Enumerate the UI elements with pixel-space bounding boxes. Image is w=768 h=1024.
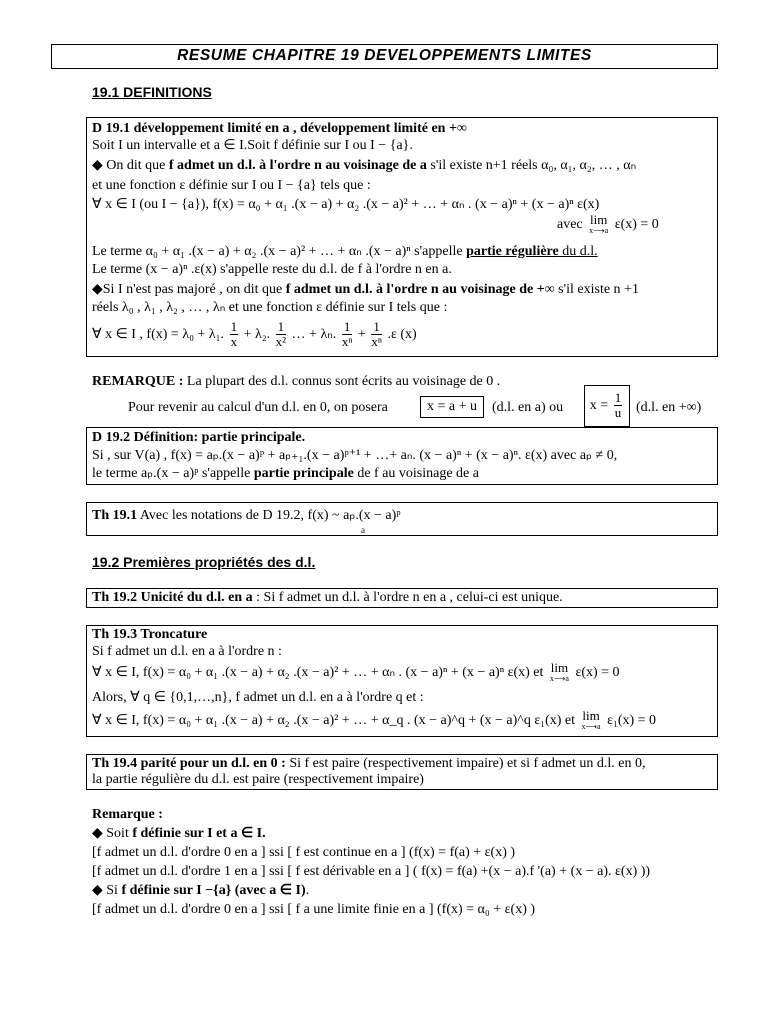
bold-underline-fragment: partie régulière bbox=[466, 244, 559, 259]
theorem-19-3-box bbox=[86, 625, 718, 737]
fraction bbox=[614, 391, 623, 420]
text-fragment: La plupart des d.l. connus sont écrits au voisinage de 0 . bbox=[183, 374, 501, 389]
text-fragment: Si f est paire (respectivement impaire) et si f admet un d.l. en 0, bbox=[285, 756, 646, 771]
theorem-19-1-box bbox=[86, 502, 718, 536]
remark-line bbox=[92, 374, 500, 390]
bold-fragment: f définie sur I −{a} (avec a ∈ I) bbox=[121, 883, 306, 898]
text-fragment: ◆ Si bbox=[92, 883, 122, 898]
denominator: xⁿ bbox=[341, 334, 353, 350]
theorem-19-3-line: Si f admet un d.l. en a à l'ordre n : bbox=[92, 644, 282, 659]
theorem-19-1-line bbox=[92, 508, 401, 524]
denominator: x bbox=[230, 334, 238, 350]
text-fragment: (d.l. en +∞) bbox=[636, 400, 702, 415]
limit-operator bbox=[582, 710, 601, 732]
theorem-label: Th 19.4 parité pour un d.l. en 0 : bbox=[92, 756, 286, 771]
theorem-19-2-line bbox=[92, 590, 563, 606]
lim-subscript: x⟶a bbox=[549, 674, 569, 683]
title-box bbox=[51, 44, 718, 69]
remark-label: REMARQUE : bbox=[92, 374, 184, 389]
definition-19-1-heading: D 19.1 développement limité en a , développement limité en +∞ bbox=[92, 121, 467, 136]
bold-fragment: f admet un d.l. à l'ordre n au voisinage de +∞ bbox=[285, 282, 555, 297]
theorem-19-3-line: Alors, ∀ q ∈ {0,1,…,n}, f admet un d.l. en a à l'ordre q et : bbox=[92, 690, 424, 705]
text-fragment: Pour revenir au calcul d'un d.l. en 0, on posera bbox=[128, 400, 388, 415]
underline-fragment: du d.l. bbox=[558, 244, 598, 259]
remark-line bbox=[92, 883, 309, 899]
theorem-19-4-box bbox=[86, 754, 718, 790]
text-fragment: s'il existe n+1 réels α₀, α₁, α₂, … , αₙ bbox=[426, 158, 637, 173]
definition-19-1-line: Le terme (x − a)ⁿ .ε(x) s'appelle reste du d.l. de f à l'ordre n en a. bbox=[92, 262, 452, 277]
substitution-box-infinity bbox=[584, 385, 630, 427]
remark-line: [f admet un d.l. d'ordre 1 en a ] ssi [ f est dérivable en a ] ( f(x) = f(a) +(x − a).f '(a) + (x − a). ε(x) )) bbox=[92, 864, 651, 879]
text-fragment: ◆ On dit que bbox=[92, 158, 169, 173]
theorem-label: Th 19.2 Unicité du d.l. en a bbox=[92, 590, 253, 605]
text-fragment: ◆Si I n'est pas majoré , on dit que bbox=[92, 282, 286, 297]
theorem-19-4-line: la partie régulière du d.l. est paire (respectivement impaire) bbox=[92, 772, 424, 787]
definition-19-1-line: Soit I un intervalle et a ∈ I.Soit f définie sur I ou I − {a}. bbox=[92, 138, 413, 153]
lim-subscript: x⟶a bbox=[581, 722, 601, 731]
text-fragment: : Si f admet un d.l. à l'ordre n en a , celui-ci est unique. bbox=[252, 590, 563, 605]
definition-19-1-line: réels λ₀ , λ₁ , λ₂ , … , λₙ et une fonction ε définie sur I tels que : bbox=[92, 300, 448, 315]
text-fragment: + bbox=[357, 327, 366, 342]
numerator: 1 bbox=[230, 319, 238, 335]
text-fragment: le terme aₚ.(x − a)ᵖ s'appelle bbox=[92, 466, 254, 481]
text-fragment: Avec les notations de D 19.2, f(x) ~ aₚ.(x − a)ᵖ bbox=[137, 508, 401, 523]
definition-19-2-box bbox=[86, 427, 718, 485]
definition-19-1-line bbox=[92, 244, 598, 260]
text-fragment: ε₁(x) = 0 bbox=[607, 713, 657, 729]
text-fragment: . bbox=[305, 883, 310, 898]
remark-substitution-line bbox=[128, 400, 388, 416]
definition-19-1-formula: ∀ x ∈ I (ou I − {a}), f(x) = α₀ + α₁ .(x − a) + α₂ .(x − a)² + … + αₙ . (x − a)ⁿ + (x − a)ⁿ ε(x) bbox=[92, 197, 600, 212]
text-fragment: ◆ Soit bbox=[92, 826, 133, 841]
text-fragment: s'il existe n +1 bbox=[554, 282, 639, 297]
theorem-19-3-formula bbox=[92, 662, 620, 684]
equivalence-subscript: a bbox=[361, 525, 365, 535]
section-heading-properties: 19.2 Premières propriétés des d.l. bbox=[92, 554, 316, 570]
theorem-19-3-formula bbox=[92, 710, 656, 732]
text-fragment: ∀ x ∈ I, f(x) = α₀ + α₁ .(x − a) + α₂ .(x − a)² + … + α_q . (x − a)^q + (x − a)^q ε₁(x) et bbox=[92, 713, 576, 729]
theorem-19-4-line bbox=[92, 756, 645, 772]
definition-19-1-box bbox=[86, 117, 718, 357]
theorem-label: Th 19.1 bbox=[92, 508, 138, 523]
fraction bbox=[276, 320, 286, 349]
text-fragment: ε(x) = 0 bbox=[575, 665, 620, 681]
remark-line: [f admet un d.l. d'ordre 0 en a ] ssi [ f est continue en a ] (f(x) = f(a) + ε(x) ) bbox=[92, 845, 516, 860]
lim-text: lim bbox=[550, 660, 569, 675]
text-fragment: ∀ x ∈ I , f(x) = λ₀ + λ₁. bbox=[92, 327, 225, 342]
remark-label: Remarque : bbox=[92, 807, 163, 822]
fraction bbox=[371, 320, 382, 349]
limit-operator bbox=[589, 214, 608, 236]
lim-text: lim bbox=[582, 708, 600, 723]
bold-fragment: f définie sur I et a ∈ I. bbox=[132, 826, 266, 841]
text-fragment: .ε (x) bbox=[387, 327, 417, 342]
text-fragment: … + λₙ. bbox=[291, 327, 337, 342]
text-fragment: (d.l. en a) ou bbox=[492, 400, 564, 415]
text-fragment: + λ₂. bbox=[243, 327, 271, 342]
definition-19-2-line: Si , sur V(a) , f(x) = aₚ.(x − a)ᵖ + aₚ₊₁.(x − a)ᵖ⁺¹ + …+ aₙ. (x − a)ⁿ + (x − a)ⁿ. ε(x) avec aₚ ≠ 0, bbox=[92, 448, 618, 463]
substitution-box-a bbox=[420, 396, 484, 418]
definition-19-1-line bbox=[92, 158, 636, 174]
text-fragment: ∀ x ∈ I, f(x) = α₀ + α₁ .(x − a) + α₂ .(x − a)² + … + αₙ . (x − a)ⁿ + (x − a)ⁿ ε(x) et bbox=[92, 665, 544, 681]
text-fragment: de f au voisinage de a bbox=[353, 466, 479, 481]
substitution-text: x = a + u bbox=[426, 399, 477, 414]
definition-19-1-line: et une fonction ε définie sur I ou I − {a} tels que : bbox=[92, 178, 371, 193]
section-heading-definitions: 19.1 DEFINITIONS bbox=[92, 84, 212, 100]
numerator: 1 bbox=[277, 319, 285, 335]
definition-19-2-line bbox=[92, 466, 479, 482]
text-fragment: Le terme α₀ + α₁ .(x − a) + α₂ .(x − a)² + … + αₙ .(x − a)ⁿ s'appelle bbox=[92, 244, 467, 259]
theorem-19-2-box bbox=[86, 588, 718, 608]
lim-subscript: x⟶a bbox=[589, 226, 609, 235]
page-title: RESUME CHAPITRE 19 DEVELOPPEMENTS LIMITES bbox=[177, 47, 592, 64]
numerator: 1 bbox=[614, 390, 622, 406]
theorem-19-3-heading: Th 19.3 Troncature bbox=[92, 627, 208, 642]
bold-fragment: partie principale bbox=[253, 466, 354, 481]
limit-condition bbox=[557, 214, 659, 236]
definition-19-2-heading: D 19.2 Définition: partie principale. bbox=[92, 430, 306, 445]
remark-line bbox=[92, 826, 266, 842]
denominator: xⁿ bbox=[371, 334, 382, 350]
definition-19-1-formula bbox=[92, 320, 417, 350]
numerator: 1 bbox=[342, 320, 353, 335]
limit-operator bbox=[550, 662, 569, 684]
lim-text: lim bbox=[590, 212, 608, 227]
text-fragment: avec bbox=[557, 217, 583, 233]
fraction bbox=[230, 320, 239, 349]
bold-fragment: f admet un d.l. à l'ordre n au voisinage de a bbox=[168, 158, 427, 173]
denominator: u bbox=[614, 405, 622, 421]
numerator: 1 bbox=[371, 320, 382, 335]
remark-line: [f admet un d.l. d'ordre 0 en a ] ssi [ f a une limite finie en a ] (f(x) = α₀ + ε(x) ) bbox=[92, 902, 536, 917]
text-fragment: ε(x) = 0 bbox=[614, 217, 659, 233]
definition-19-1-line bbox=[92, 282, 639, 298]
denominator: x² bbox=[275, 334, 287, 350]
substitution-text: x = bbox=[589, 398, 609, 413]
fraction bbox=[342, 320, 353, 349]
